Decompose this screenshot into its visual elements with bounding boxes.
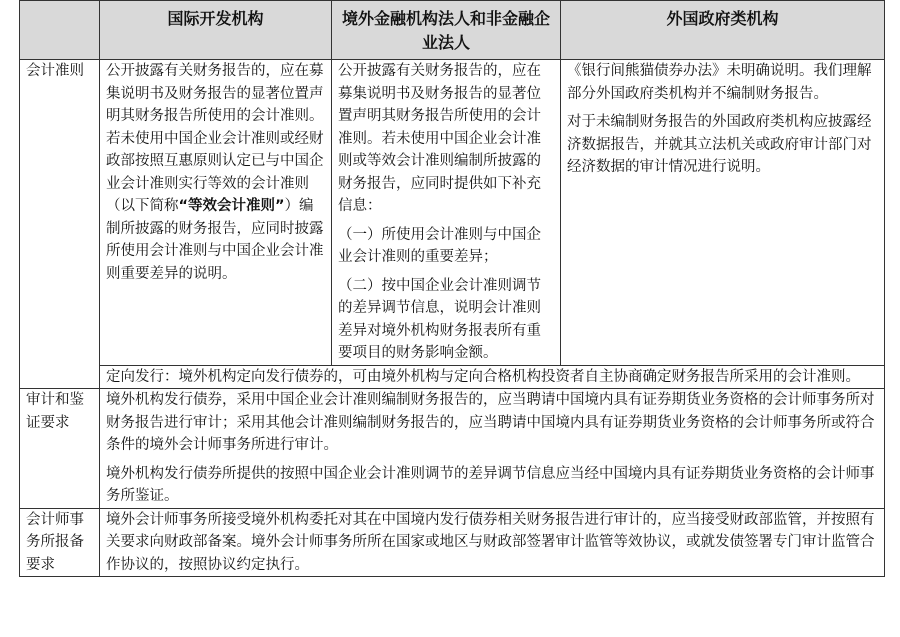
row-label-audit-requirements: 审计和鉴证要求 xyxy=(20,389,100,509)
header-foreign-government-institutions: 外国政府类机构 xyxy=(561,1,885,60)
accounting-cell-foreign-government xyxy=(561,60,885,366)
audit-requirements-cell xyxy=(100,389,885,509)
accounting-government-p2: 对于未编制财务报告的外国政府类机构应披露经济数据报告，并就其立法机关或政府审计部门对经济数据的审计情况进行说明。 xyxy=(567,114,872,175)
accounting-government-p1: 《银行间熊猫债券办法》未明确说明。我们理解部分外国政府类机构并不编制财务报告。 xyxy=(567,63,872,102)
accounting-international-text-1: 公开披露有关财务报告的，应在募集说明书及财务报告的显著位置声明其财务报告所使用的会计准则。若未使用中国企业会计准则或经财政部按照互惠原则认定已与中国企业会计准则实行等效的会计准则（以下简称 xyxy=(106,63,324,214)
audit-requirements-p2: 境外机构发行债券所提供的按照中国企业会计准则调节的差异调节信息应当经中国境内具有证券期货业务资格的会计师事务所鉴证。 xyxy=(106,465,875,504)
accounting-cell-overseas-entities xyxy=(332,60,561,366)
row-label-firm-filing: 会计师事务所报备要求 xyxy=(20,508,100,577)
accounting-overseas-p1: 公开披露有关财务报告的，应在募集说明书及财务报告的显著位置声明其财务报告所使用的会计准则。若未使用中国企业会计准则或等效会计准则编制所披露的财务报告，应同时提供如下补充信息： xyxy=(338,63,541,214)
header-overseas-financial-and-nonfinancial-entities: 境外金融机构法人和非金融企业法人 xyxy=(332,1,561,60)
accounting-cell-international xyxy=(100,60,332,366)
header-international-development-institutions: 国际开发机构 xyxy=(100,1,332,60)
equivalent-standards-term: “等效会计准则” xyxy=(178,198,285,214)
private-placement-row xyxy=(20,365,885,389)
row-label-accounting-standards: 会计准则 xyxy=(20,60,100,389)
private-placement-note: 定向发行：境外机构定向发行债券的，可由境外机构与定向合格机构投资者自主协商确定财务报告所采用的会计准则。 xyxy=(100,365,885,389)
accounting-international-text-2: ）编制所披露的财务报告，应同时披露所使用会计准则与中国企业会计准则重要差异的说明。 xyxy=(106,198,324,282)
accounting-standards-row xyxy=(20,60,885,366)
regulation-table xyxy=(19,0,885,577)
firm-filing-row xyxy=(20,508,885,577)
accounting-overseas-p2: （一）所使用会计准则与中国企业会计准则的重要差异； xyxy=(338,226,541,265)
header-corner xyxy=(20,1,100,60)
audit-requirements-row xyxy=(20,389,885,509)
accounting-overseas-p3: （二）按中国企业会计准则调节的差异调节信息，说明会计准则差异对境外机构财务报表所有重要项目的财务影响金额。 xyxy=(338,277,541,361)
header-row xyxy=(20,1,885,60)
audit-requirements-p1: 境外机构发行债券，采用中国企业会计准则编制财务报告的，应当聘请中国境内具有证券期货业务资格的会计师事务所对财务报告进行审计；采用其他会计准则编制财务报告的，应当聘请中国境内具有证券期货业务资格的会计师事务所或符合条件的境外会计师事务所进行审计。 xyxy=(106,392,875,453)
firm-filing-cell: 境外会计师事务所接受境外机构委托对其在中国境内发行债券相关财务报告进行审计的，应当接受财政部监管，并按照有关要求向财政部备案。境外会计师事务所所在国家或地区与财政部签署审计监管等效协议，或就发债签署专门审计监管合作协议的，按照协议约定执行。 xyxy=(100,508,885,577)
